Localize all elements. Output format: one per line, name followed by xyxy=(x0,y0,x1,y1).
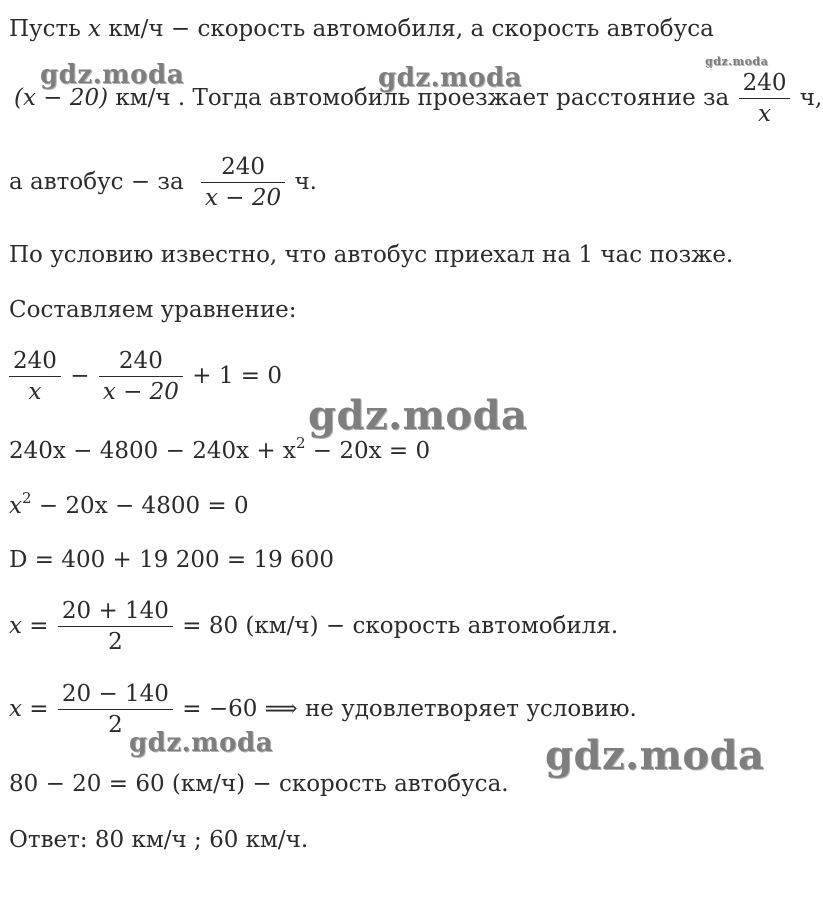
eq3-post: − 20x − 4800 = 0 xyxy=(31,493,249,519)
eq1-operator: − xyxy=(70,363,90,389)
root-1-fraction xyxy=(58,600,173,654)
eq3-pre: x xyxy=(9,493,22,519)
root-1-line xyxy=(9,600,618,654)
eq1-f1-numerator: 240 xyxy=(9,350,61,377)
root-2-denominator: 2 xyxy=(108,712,123,738)
bus-time-denominator: x − 20 xyxy=(204,185,282,211)
root-1-lhs: x = xyxy=(9,613,49,639)
intro-line xyxy=(9,18,714,41)
eq1-fraction-2 xyxy=(99,350,183,404)
bus-time-numerator: 240 xyxy=(201,156,285,183)
root-1-numerator: 20 + 140 xyxy=(58,600,173,627)
eq3-exponent: 2 xyxy=(21,489,32,507)
equation-line-3 xyxy=(9,489,249,519)
car-time-denominator: x xyxy=(758,101,771,127)
watermark-logo: gdz.moda xyxy=(378,63,523,93)
car-time-fraction xyxy=(739,72,791,126)
watermark-logo: gdz.moda xyxy=(129,728,274,758)
bus-time-unit: ч. xyxy=(294,169,317,195)
time-car-text: км/ч . Тогда автомобиль проезжает расстояние за xyxy=(115,85,730,111)
watermark-logo: gdz.moda xyxy=(545,732,765,779)
time-bus-text: а автобус − за xyxy=(9,169,184,195)
eq1-f2-denominator: x − 20 xyxy=(102,379,179,405)
watermark-logo: gdz.moda xyxy=(308,392,528,439)
equation-line-1 xyxy=(9,350,282,404)
condition-line: По условию известно, что автобус приехал на 1 час позже. xyxy=(9,242,734,268)
equation-heading: Составляем уравнение: xyxy=(9,297,297,323)
root-2-line xyxy=(9,683,637,737)
eq1-f1-denominator: x xyxy=(28,379,42,405)
root-2-rest: = −60 ⟹ не удовлетворяет условию. xyxy=(182,696,637,722)
intro-pre: Пусть xyxy=(9,16,81,42)
watermark-logo: gdz.moda xyxy=(40,60,185,90)
root-2-numerator: 20 − 140 xyxy=(58,683,173,710)
equation-line-2 xyxy=(9,434,431,464)
bus-speed-expr: (x − 20) xyxy=(14,85,109,111)
time-bus-line xyxy=(9,156,317,210)
eq1-fraction-1 xyxy=(9,350,61,404)
eq2-pre: 240x − 4800 − 240x + x xyxy=(9,438,296,464)
root-2-lhs: x = xyxy=(9,696,49,722)
discriminant-line: D = 400 + 19 200 = 19 600 xyxy=(9,547,334,573)
eq1-rest: + 1 = 0 xyxy=(192,363,283,389)
bus-speed-line: 80 − 20 = 60 (км/ч) − скорость автобуса. xyxy=(9,771,509,797)
bus-time-fraction xyxy=(201,156,285,210)
watermark-logo: gdz.moda xyxy=(705,55,769,68)
eq2-exponent: 2 xyxy=(295,434,306,452)
intro-var: x xyxy=(88,16,102,42)
intro-text: км/ч − скорость автомобиля, а скорость автобуса xyxy=(108,16,714,42)
root-1-denominator: 2 xyxy=(108,629,123,655)
root-1-rest: = 80 (км/ч) − скорость автомобиля. xyxy=(182,613,619,639)
eq1-f2-numerator: 240 xyxy=(99,350,183,377)
car-time-numerator: 240 xyxy=(739,72,791,99)
eq2-post: − 20x = 0 xyxy=(305,438,431,464)
answer-line: Ответ: 80 км/ч ; 60 км/ч. xyxy=(9,827,309,853)
car-time-unit: ч, xyxy=(799,85,823,111)
